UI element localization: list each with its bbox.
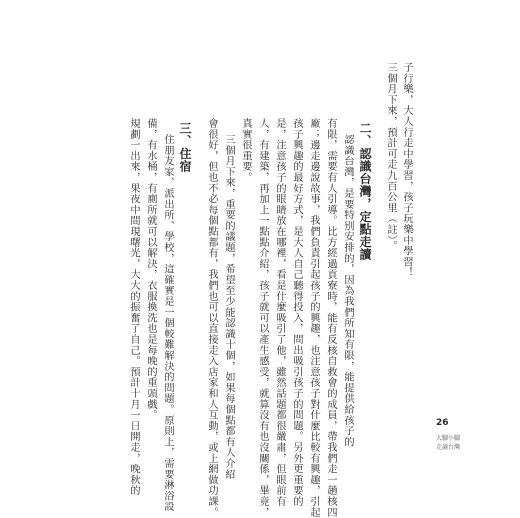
running-header-line: 走讀台灣 bbox=[436, 444, 461, 451]
text-column: 認識台灣，是要特別安排的，因為我們所知有限，能提供給孩子的 bbox=[342, 134, 353, 448]
text-column: 三個月下來，重要的議題，希望至少能認識十個，如果每個點都有人介紹 bbox=[223, 134, 234, 480]
running-header bbox=[436, 434, 460, 452]
text-column: 人，有建築，再加上一點點介紹，孩子就可以產生感受，就算沒有也沒關係，畢竟， bbox=[257, 118, 268, 518]
text-column: 孩子興趣的最好方式，是大人自己聽得投入，問出吸引孩子的問題。另外更重要的 bbox=[291, 118, 302, 507]
text-column: 備，有水桶，有廁所就可以解決，衣服換洗也是每晚的重頭戲。 bbox=[145, 118, 156, 421]
text-column: 有限，需要有人引導。比方經過貢寮時，能有反核自救會的成員，帶我們走一趟核四 bbox=[325, 118, 336, 518]
page-number: 26 bbox=[436, 418, 449, 428]
section-heading: 三、住宿 bbox=[178, 122, 192, 173]
text-column: 真實很重要。 bbox=[240, 118, 251, 183]
text-column: 會很好，但也不必每個點都有，我們也可以直接走入店家和人互動，或上網做功課。 bbox=[206, 118, 217, 518]
text-column: 住朋友家、派出所、學校，這確實是一個較難解決的問題。原則上，需要淋浴設 bbox=[162, 134, 173, 512]
section-heading: 二、認識台灣，定點走讀 bbox=[358, 122, 372, 261]
text-column: 是，注意孩子的眼睛放在哪裡，看是什麼吸引了他，雖然話題都很嚴肅，但眼前有 bbox=[274, 118, 285, 507]
text-column: 三個月下來，預計可走九百公里（註）。 bbox=[385, 62, 396, 252]
text-column: 子行樂，大人行走中學習，孩子玩樂中學習！ bbox=[401, 62, 412, 278]
text-column: 規劃一出來，果夜中間現曙光，大大的振奮了自己。預計十月一日開走，晚秋的 bbox=[128, 118, 139, 496]
text-column: 廠；邊走邊說故事，我們負責引起孩子的興趣，也注意孩子對什麼比較有興趣，引起 bbox=[308, 118, 319, 518]
running-header-line: 大腳小腳 bbox=[436, 435, 461, 442]
